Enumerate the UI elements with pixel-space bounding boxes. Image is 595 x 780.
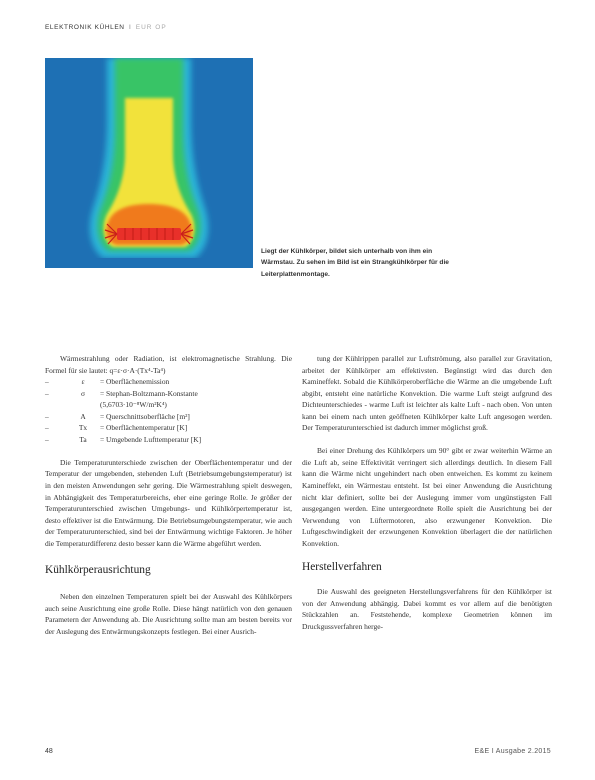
running-head: [45, 24, 167, 31]
image-bottom-band: [45, 258, 253, 268]
formula-item: – ε = Oberflächenemission: [45, 377, 170, 387]
paragraph-orientation: Neben den einzelnen Temperaturen spielt bei der Auswahl des Kühlkörpers auch seine Ausrichtung eine große Rolle. Diese hängt natürlich von den genauen Parametern der Anwendung ab. Die Ausrichtung sollte man am besten bereits vor der Auslegung des Entwärmungskonzepts festlegen. Bei einer Ausrich-: [45, 592, 292, 636]
figure-caption: Liegt der Kühlkörper, bildet sich unterhalb von ihm ein Wärmstau. Zu sehen im Bild ist ein Strangkühlkörper für die Leiterplattenmontage.: [261, 248, 449, 278]
running-head-subsection: EUR OP: [135, 24, 167, 31]
section-heading-ausrichtung: Kühlkörperausrichtung: [45, 564, 151, 577]
running-head-separator: I: [128, 24, 132, 31]
magazine-issue: E&E I Ausgabe 2.2015: [474, 748, 551, 755]
paragraph-temperature-difference: Die Temperaturunterschiede zwischen der Oberflächentemperatur und der Temperatur der umgebenden, stehenden Luft (Betriebsumgebungstemperatur) ist in den meisten Anwendungen sehr gering. Die Wärmestrahlung spielt deswegen, in Abhängigkeit des Temperaturbereichs, eher eine geringe Rolle. Je größer der Temperaturunterschied zwischen Umgebungs- und Kühlkörpertemperatur ist, desto effektiver ist die Entwärmung. Die Betriebsumgebungstemperatur, wie auch der Temperaturunterschied, sind bei der Entwärmung wichtige Faktoren. Je höher die Temperaturdifferenz desto besser kann die Wärme abgeführt werden.: [45, 457, 292, 548]
thermal-plume-graphic: [45, 58, 253, 268]
running-head-section: ELEKTRONIK KÜHLEN: [45, 24, 125, 31]
formula-legend: [45, 376, 292, 445]
right-column: [302, 353, 552, 632]
formula-item-continuation: (5,6703·10⁻⁸W/m²K⁴): [100, 400, 167, 410]
formula-item: – Ta = Umgebende Lufttemperatur [K]: [45, 434, 202, 444]
formula-item: – σ = Stephan-Boltzmann-Konstante: [45, 388, 198, 398]
paragraph-chimney-effect: tung der Kühlrippen parallel zur Luftströmung, also parallel zur Gravitation, arbeitet der Kühlkörper am effektivsten. Begünstigt wird das durch den Kamineffekt. Sobald die Kühlkörperoberfläche die Wärme an die umgebende Luft abgibt, entsteht eine natürliche Konvektion. Die warme Luft steigt aufgrund des Dichteunterschiedes - warme Luft ist leichter als kalte Luft - nach oben. Von unten kann bei einem nach unten geöffneten Kühlkörper kalte Luft angesogen werden. Der Temperaturunterschied ist dadurch immer möglichst groß.: [302, 354, 552, 433]
page-number: 48: [45, 748, 53, 755]
paragraph-manufacturing: Die Auswahl des geeigneten Herstellungsverfahrens für den Kühlkörper ist von der Anwendung abhängig. Dabei kommt es vor allem auf die benötigten Stückzahlen an. Feststehende, komplexe Geometrien können im Druckgussverfahren herge-: [302, 587, 552, 631]
paragraph-rotation: Bei einer Drehung des Kühlkörpers um 90° gibt er zwar weiterhin Wärme an die Luft ab, seine Effektivität verringert sich allerdings deutlich. In diesem Fall kann die Wärme nicht ungehindert nach oben entweichen. Es kommt zu keinem Kamineffekt, ein Wärmestau entsteht. Ist bei einer Anwendung die Ausrichtung nicht klar definiert, sollte bei der Auslegung immer vom ungünstigsten Fall ausgegangen werden. Eine untergeordnete Rolle spielt die Ausrichtung bei der Verwendung von Lüftermotoren, also erzwungener Konvektion. Die Luftgeschwindigkeit der erzwungenen Konvektion überlagert die der natürlichen Konvektion.: [302, 446, 552, 548]
thermal-simulation-image: [45, 58, 253, 268]
left-column: [45, 353, 292, 637]
formula-item: – Tx = Oberflächentemperatur [K]: [45, 423, 188, 433]
formula-item: – A = Querschnittsoberfläche [m²]: [45, 411, 190, 421]
paragraph-radiation: Wärmestrahlung oder Radiation, ist elektromagnetische Strahlung. Die Formel für sie lautet: q=ε·σ·A·(Tx⁴-Ta⁴): [45, 354, 292, 375]
section-heading-herstellverfahren: Herstellverfahren: [302, 561, 382, 574]
